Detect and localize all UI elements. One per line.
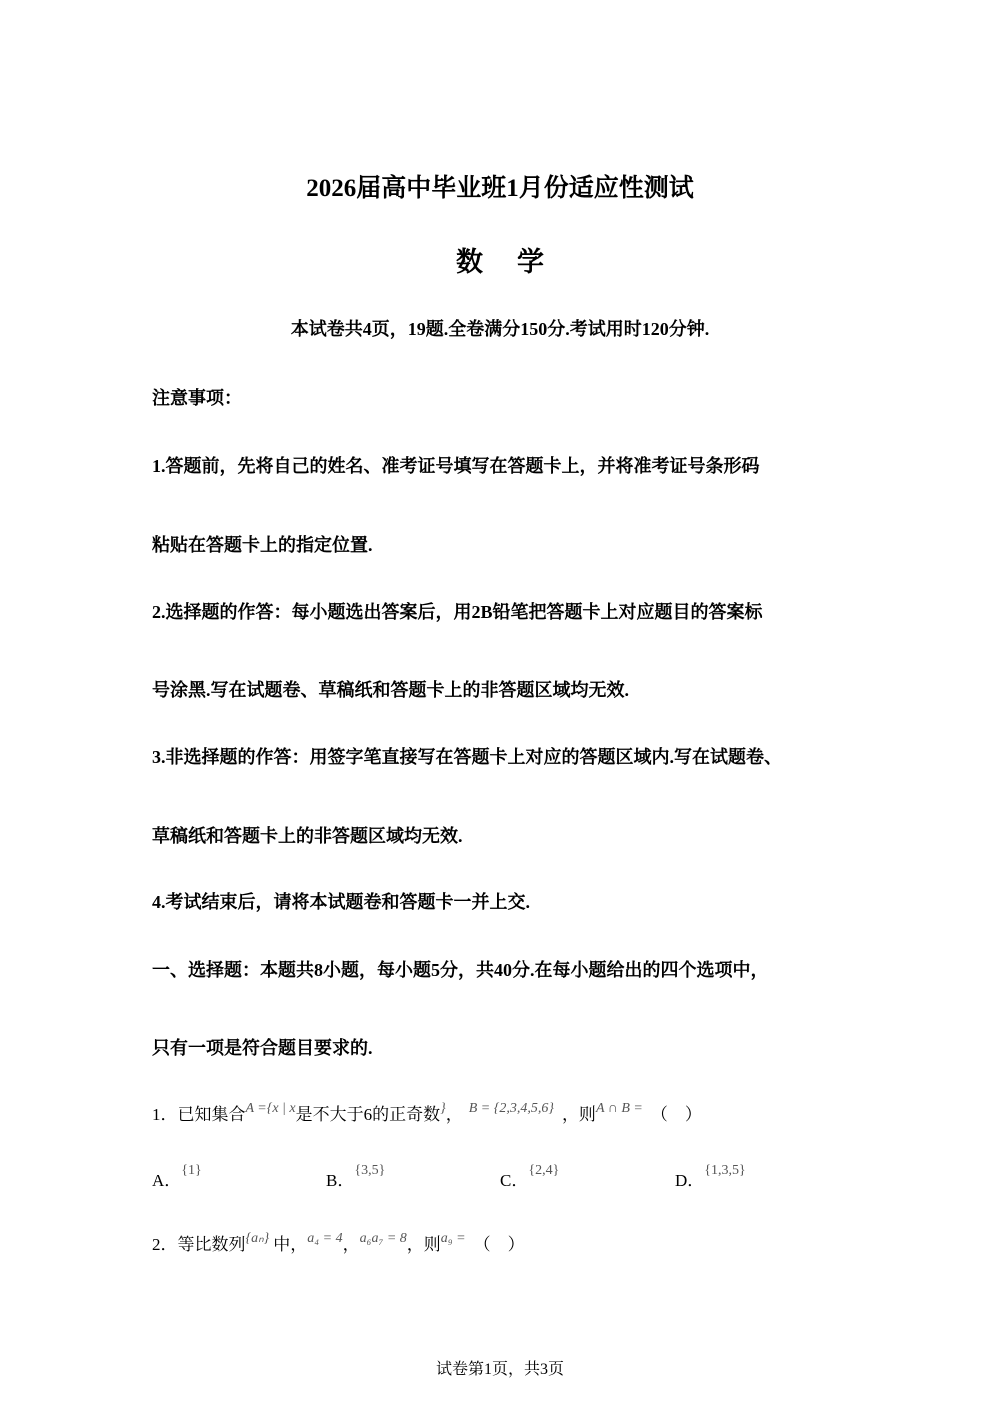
- q1-comma: ，: [445, 1105, 463, 1124]
- q2-mid: 中，: [273, 1235, 308, 1254]
- q2-prefix: 2．等比数列: [152, 1235, 246, 1254]
- notice-line-5: 3.非选择题的作答：用签字笔直接写在答题卡上对应的答题区域内.写在试题卷、: [152, 747, 782, 767]
- q1-then: ，则: [561, 1105, 596, 1124]
- q1-option-b-label: B．: [326, 1171, 355, 1190]
- notice-heading: 注意事项：: [152, 388, 242, 408]
- q1-option-d: [675, 1163, 746, 1191]
- notice-line-2: 粘贴在答题卡上的指定位置.: [152, 535, 373, 555]
- q1-option-d-value: {1,3,5}: [704, 1163, 746, 1178]
- exam-title: 2026届高中毕业班1月份适应性测试: [306, 175, 694, 202]
- page-footer: 试卷第1页，共3页: [435, 1361, 564, 1378]
- q2-condition-2: a₆a₇ = 8: [359, 1231, 407, 1246]
- q1-option-a-value: {1}: [181, 1163, 202, 1178]
- q2-then: ，则: [406, 1235, 441, 1254]
- notice-line-7: 4.考试结束后，请将本试题卷和答题卡一并上交.: [152, 892, 530, 912]
- notice-line-1: 1.答题前，先将自己的姓名、准考证号填写在答题卡上，并将准考证号条形码: [152, 456, 760, 476]
- q1-set-b: B = {2,3,4,5,6}: [468, 1101, 554, 1116]
- section-heading-line-2: 只有一项是符合题目要求的.: [152, 1038, 373, 1058]
- notice-line-3: 2.选择题的作答：每小题选出答案后，用2B铅笔把答题卡上对应题目的答案标: [152, 602, 763, 622]
- q1-option-c-value: {2,4}: [528, 1163, 560, 1178]
- q2-answer-blank: （ ）: [473, 1235, 525, 1254]
- q1-option-c-label: C．: [500, 1171, 529, 1190]
- subject-title: 数学: [456, 247, 578, 277]
- q1-option-a-label: A．: [152, 1171, 182, 1190]
- q1-set-a-desc: 是不大于6的正奇数: [295, 1105, 441, 1124]
- q1-option-d-label: D．: [675, 1171, 705, 1190]
- q1-option-c: [500, 1163, 560, 1191]
- q2-condition-1: a₄ = 4: [307, 1231, 343, 1246]
- q1-option-b-value: {3,5}: [354, 1163, 386, 1178]
- section-heading-line-1: 一、选择题：本题共8小题，每小题5分，共40分.在每小题给出的四个选项中，: [152, 960, 769, 980]
- question-1: [152, 1100, 702, 1125]
- q1-option-a: [152, 1163, 202, 1191]
- q1-option-b: [326, 1163, 386, 1191]
- q1-set-a-close: }: [440, 1101, 446, 1116]
- q2-sequence: {aₙ}: [245, 1231, 270, 1246]
- q1-set-a-open: A ={x | x: [245, 1101, 296, 1116]
- question-2: [152, 1230, 525, 1255]
- notice-line-6: 草稿纸和答题卡上的非答题区域均无效.: [152, 826, 463, 846]
- q2-expr: a₉ =: [440, 1231, 466, 1246]
- exam-intro: 本试卷共4页，19题.全卷满分150分.考试用时120分钟.: [290, 319, 710, 339]
- notice-line-4: 号涂黑.写在试题卷、草稿纸和答题卡上的非答题区域均无效.: [152, 680, 629, 700]
- q1-prefix: 1．已知集合: [152, 1105, 246, 1124]
- q1-expr: A ∩ B =: [595, 1101, 643, 1116]
- q1-answer-blank: （ ）: [650, 1105, 702, 1124]
- q2-comma: ，: [342, 1235, 360, 1254]
